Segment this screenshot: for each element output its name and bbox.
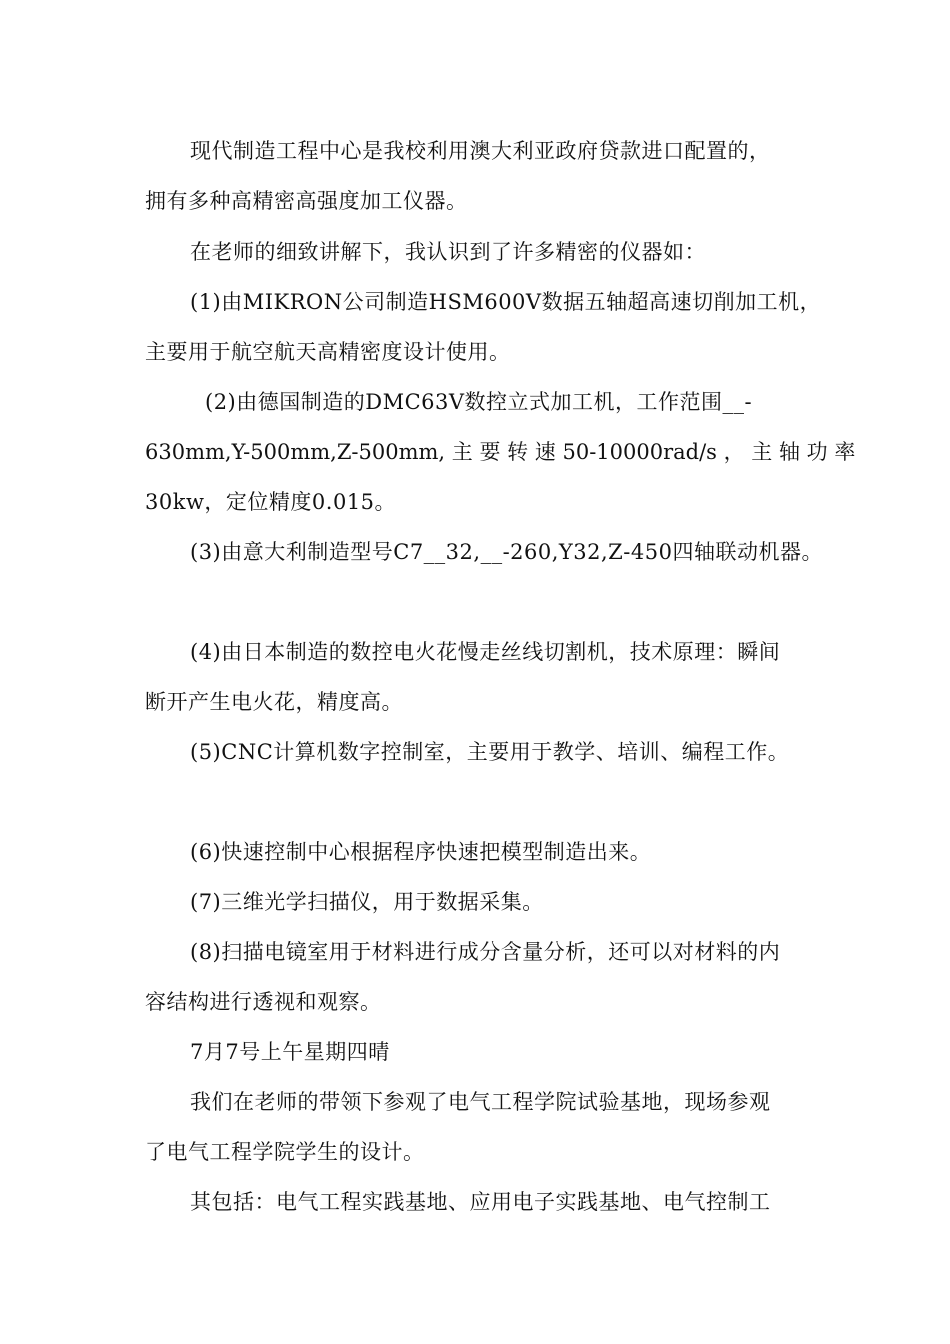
- paragraph-line-18: 我们在老师的带领下参观了电气工程学院试验基地，现场参观: [190, 1090, 771, 1114]
- paragraph-line-20: 其包括：电气工程实践基地、应用电子实践基地、电气控制工: [190, 1190, 771, 1214]
- paragraph-line-4: (1)由MIKRON公司制造HSM600V数据五轴超高速切削加工机，: [190, 290, 822, 314]
- date-heading: 7月7号上午星期四晴: [190, 1040, 390, 1064]
- paragraph-line-13: (6)快速控制中心根据程序快速把模型制造出来。: [190, 840, 652, 864]
- paragraph-line-8: 30kw，定位精度0.015。: [145, 490, 397, 514]
- paragraph-line-16: 容结构进行透视和观察。: [145, 990, 382, 1014]
- paragraph-line-15: (8)扫描电镜室用于材料进行成分含量分析，还可以对材料的内: [190, 940, 781, 964]
- paragraph-line-11: 断开产生电火花，精度高。: [145, 690, 403, 714]
- paragraph-line-6: (2)由德国制造的DMC63V数控立式加工机，工作范围__-: [205, 390, 753, 414]
- paragraph-line-3: 在老师的细致讲解下，我认识到了许多精密的仪器如：: [190, 240, 706, 264]
- paragraph-line-12: (5)CNC计算机数字控制室，主要用于教学、培训、编程工作。: [190, 740, 790, 764]
- paragraph-line-2: 拥有多种高精密高强度加工仪器。: [145, 189, 468, 213]
- paragraph-line-9: (3)由意大利制造型号C7__32,__-260,Y32,Z-450四轴联动机器。: [190, 540, 823, 564]
- paragraph-line-10: (4)由日本制造的数控电火花慢走丝线切割机，技术原理：瞬间: [190, 640, 781, 664]
- paragraph-line-19: 了电气工程学院学生的设计。: [145, 1140, 425, 1164]
- paragraph-line-1: 现代制造工程中心是我校利用澳大利亚政府贷款进口配置的，: [190, 139, 771, 163]
- paragraph-line-7: 630mm,Y-500mm,Z-500mm, 主 要 转 速 50-10000rad/s ， 主 轴 功 率: [145, 440, 856, 464]
- paragraph-line-14: (7)三维光学扫描仪，用于数据采集。: [190, 890, 544, 914]
- paragraph-line-5: 主要用于航空航天高精密度设计使用。: [145, 340, 511, 364]
